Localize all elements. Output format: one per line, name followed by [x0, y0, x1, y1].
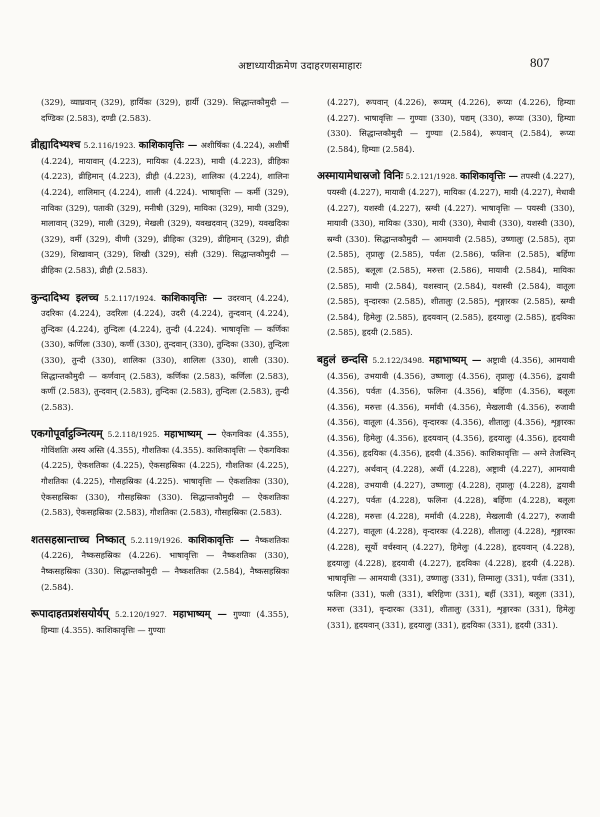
running-title: अष्टाध्यायीक्रमेण उदाहरणसमाहारः — [238, 61, 362, 72]
sutra-headword: अस्मायामेधास्रजो विनिः — [317, 170, 403, 183]
sutra-reference: 5.2.116/1923. — [83, 141, 136, 151]
entry-text: अशीर्षिकः (4.224), अशीर्षी (4.224), मायावान् (4.223), मायिकः (4.223), मायी (4.223), व्रीहिकः (4.223), व्रीहिमान् (4.223), व्रीही (4.223), शालिकः (4.224), शालिनः (4.224), शालिमान् (4.224), शाली (4.224). भाषावृत्तिः — कर्मी (329), नाविकः (329), पताकी (329), मनीषी (329), मायिकः (329), मायी (329), मालावान् (329), माली (329), मेखली (329), यवखदवान् (329), यवखदिकः (329), वर्मी (329), वीणी (329), व्रीहिकः (329), व्रीहिमान् (329), व्रीही (329), शिखावान् (329), शिखी (329), संज्ञी (329). सिद्धान्तकौमुदी — व्रीहिकः (2.583), व्रीही (2.583). — [41, 140, 289, 275]
sutra-headword: व्रीह्यादिभ्यश्च — [31, 139, 81, 152]
sutra-reference: 5.2.118/1925. — [107, 430, 160, 440]
continuation-entry — [317, 95, 575, 157]
entry-text: नैष्कशतिकः (4.226), नैष्कसहस्रिकः (4.226). भाषावृत्तिः — नैष्कशतिकः (330), नैष्कसहस्रिकः (330). सिद्धान्तकौमुदी — नैष्कशतिकः (2.584), नैष्कसहस्रिकः (2.584). — [41, 534, 289, 592]
sutra-headword: कुन्दादिभ्य इलच्च — [31, 291, 99, 304]
page-number: 807 — [530, 55, 550, 70]
left-column — [31, 95, 289, 650]
sutra-reference: 5.2.119/1926. — [130, 535, 183, 545]
sutra-reference: 5.2.120/1927. — [115, 610, 167, 620]
sutra-headword: शतसहस्रान्ताच्च निष्कात् — [31, 533, 125, 546]
source-label: काशिकावृत्तिः — — [138, 140, 198, 152]
sutra-headword: एकगोपूर्वाट्ठञ्नित्यम् — [31, 428, 103, 441]
sutra-entry — [317, 353, 575, 634]
sutra-headword: रूपादाहतप्रशंसयोर्यप् — [31, 608, 109, 621]
entry-text: तपस्वी (4.227), पयस्वी (4.227), मायावी (4.227), मायिकः (4.227), मायी (4.227), मेधावी (4.227), यशस्वी (4.227), स्रग्वी (4.227). भाषावृत्तिः — पयस्वी (330), मायावी (330), मायिकः (330), मायी (330), मेधावी (330), यशस्वी (330), स्रग्वी (330). सिद्धान्तकौमुदी — आमयावी (2.585), उष्णालुः (2.585), तृप्रः (2.585), तृप्रालुः (2.585), पर्वतः (2.586), फलिनः (2.585), बर्हिणः (2.585), बलूलः (2.585), मरुत्तः (2.586), मायावी (2.584), मायिकः (2.585), मायी (2.584), यशस्वान् (2.584), यशस्वी (2.584), वातूलः (2.585), वृन्दारकः (2.585), शीतालुः (2.585), शृङ्गारकः (2.585), स्रग्वी (2.584), हिमेलुः (2.585), हृदयवान् (2.585), हृदयालुः (2.585), हृदयिकः (2.585), हृदयी (2.585). — [327, 171, 575, 338]
entry-text: उदरवान् (4.224), उदरिकः (4.224), उदरिलः (4.224), उदरी (4.224), तुन्दवान् (4.224), तुन्दिकः (4.224), तुन्दिलः (4.224), तुन्दी (4.224). भाषावृत्तिः — कर्णिकः (330), कर्णिलः (330), कर्णी (330), तुन्दवान् (330), तुन्दिकः (330), तुन्दिलः (330), तुन्दी (330), शालिकः (330), शालिलः (330), शाली (330). सिद्धान्तकौमुदी — कर्णवान् (2.583), कर्णिकः (2.583), कर्णिलः (2.583), कर्णी (2.583), तुन्दवान् (2.583), तुन्दिकः (2.583), तुन्दिलः (2.583), तुन्दी (2.583). — [41, 292, 289, 412]
sutra-reference: 5.2.121/1928. — [405, 172, 458, 182]
source-label: महाभाष्यम् — — [173, 609, 228, 621]
sutra-entry — [31, 533, 289, 595]
source-label: काशिकावृत्तिः — — [188, 534, 250, 546]
source-label: महाभाष्यम् — — [164, 429, 217, 441]
sutra-entry — [317, 169, 575, 341]
sutra-entry — [31, 291, 289, 416]
source-label: काशिकावृत्तिः — — [161, 292, 223, 304]
entry-text: (329), व्याघ्रवान् (329), हार्यिकः (329), हार्यी (329). सिद्धान्तकौमुदी — दण्डिकः (2.583), दण्डी (2.583). — [41, 97, 289, 123]
entry-text: ऐकगविकः (4.355), गोविंशतिः अस्य अस्ति (4.355), गौशतिकः (4.355). काशिकावृत्तिः — ऐकगविकः (4.225), ऐकशतिकः (4.225), ऐकसहस्रिकः (4.225), गौशतिकः (4.225), गौशतिकः (4.225), गौसहस्रिकः (4.225). भाषावृत्तिः — ऐकशतिकः (330), ऐकसहस्रिकः (330), गौसहस्रिकः (330). सिद्धान्तकौमुदी — ऐकशतिकः (2.583), ऐकसहस्रिकः (2.583), गौशतिकः (2.583), गौसहस्रिकः (2.583). — [41, 429, 289, 518]
entry-text: (4.227), रूपवान् (4.226), रूप्यम् (4.226), रूप्यः (4.226), हिम्याः (4.227). भाषावृत्तिः — गुण्याः (330), पद्यम् (330), रूप्यः (330), हिम्याः (330). सिद्धान्तकौमुदी — गुण्याः (2.584), रूपवान् (2.584), रूप्यः (2.584), हिम्याः (2.584). — [327, 97, 575, 154]
sutra-entry — [31, 427, 289, 521]
sutra-entry — [31, 138, 289, 278]
right-column — [317, 95, 575, 646]
source-label: महाभाष्यम् — — [429, 354, 482, 366]
sutra-headword: बहुलं छन्दसि — [317, 353, 368, 366]
sutra-entry — [31, 607, 289, 638]
sutra-reference: 5.2.117/1924. — [104, 293, 157, 303]
sutra-reference: 5.2.122/3498. — [372, 355, 425, 365]
continuation-entry — [31, 95, 289, 126]
entry-text: अष्ट्रावी (4.356), आमयावी (4.356), उभयावी (4.356), उष्णालुः (4.356), तृप्रालुः (4.356), द्वयावी (4.356), पर्वतः (4.356), फलिनः (4.356), बर्हिणः (4.356), बलूलः (4.356), मरुत्तः (4.356), मर्मावी (4.356), मेखलावी (4.356), रुजावी (4.356), वातूलः (4.356), वृन्दारकः (4.356), शीतालुः (4.356), शृङ्गारकः (4.356), हिमेलुः (4.356), हृदयवान् (4.356), हृदयालुः (4.356), हृदयावी (4.356), हृदयिकः (4.356), हृदयी (4.356). काशिकावृत्तिः — अग्ने तेजस्विन् (4.227), अर्थवान् (4.228), अर्थी (4.228), अष्ट्रावी (4.227), आमयावी (4.228), उभयावी (4.227), उष्णालुः (4.228), तृप्रालुः (4.228), द्वयावी (4.227), पर्वतः (4.228), फलिनः (4.228), बर्हिणः (4.228), बलूलः (4.228), मरुत्तः (4.228), मर्मावी (4.228), मेखलावी (4.227), रुजावी (4.227), वातूलः (4.228), वृन्दारकः (4.228), शीतालुः (4.228), शृङ्गारकः (4.228), सूर्यो वर्चस्वान् (4.227), हिमेलुः (4.228), हृदयवान् (4.228), हृदयालुः (4.228), हृदयावी (4.227), हृदयिकः (4.228), हृदयी (4.228). भाषावृत्तिः — आमयावी (331), उष्णालुः (331), तिम्मालुः (331), पर्वतः (331), फलिनः (331), फली (331), बरिहिणः (331), बर्ही (331), बलूलः (331), मरुत्तः (331), वृन्दारकः (331), शीतालुः (331), शृङ्गारकः (331), हिमेलुः (331), हृदयवान् (331), हृदयालुः (331), हृदयिकः (331), हृदयी (331). — [327, 354, 576, 630]
source-label: काशिकावृत्तिः — — [460, 171, 519, 183]
entry-text: गुण्याः (4.355), हिम्याः (4.355). काशिकावृत्तिः — गुण्याः — [41, 609, 289, 635]
